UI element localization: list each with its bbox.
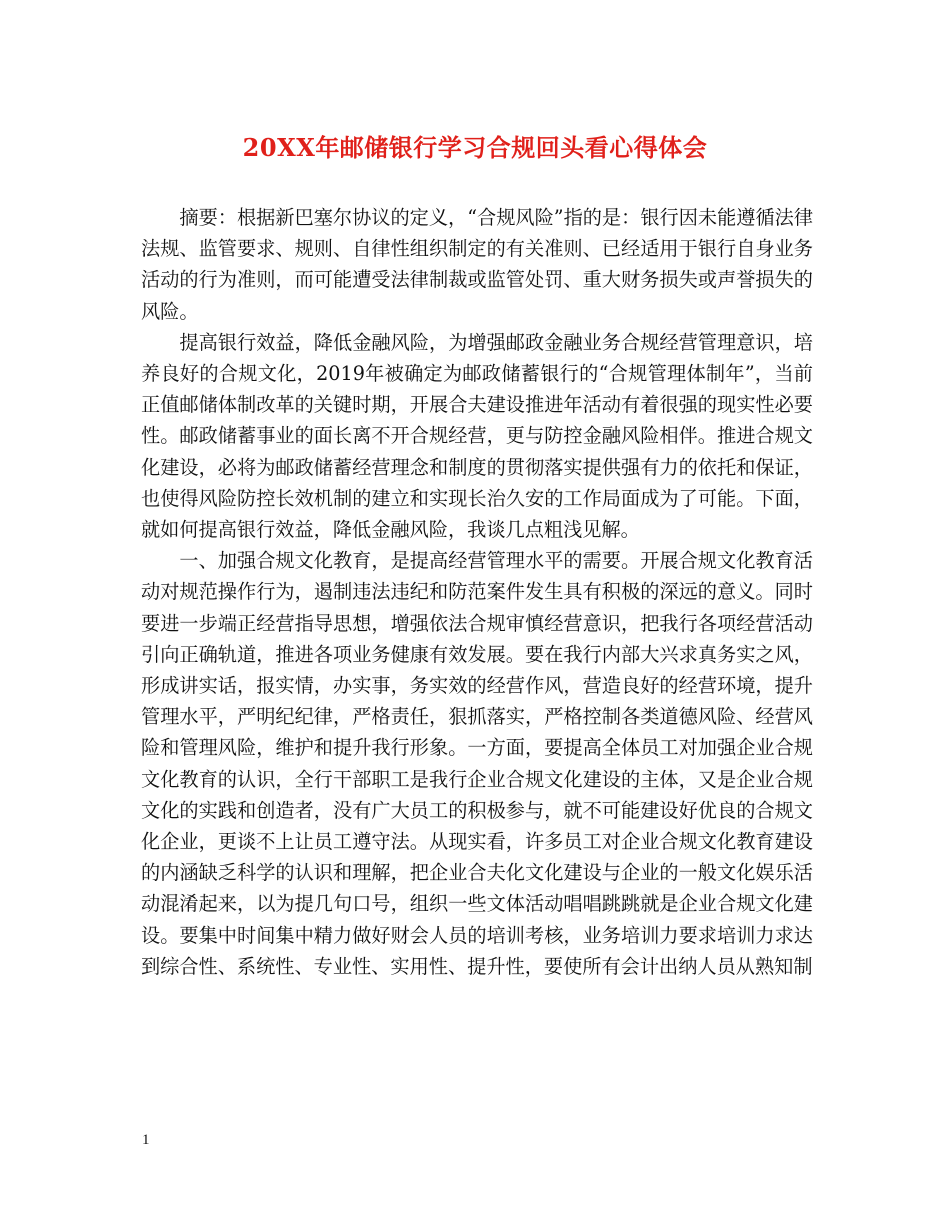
paragraph-introduction: 提高银行效益，降低金融风险，为增强邮政金融业务合规经营管理意识，培养良好的合规文化，2019年被确定为邮政储蓄银行的“合规管理体制年”，当前正值邮储体制改革的关键时期，开展合夫建设推进年活动有着很强的现实性必要性。邮政储蓄事业的面长离不开合规经营，更与防控金融风险相伴。推进合规文化建设，必将为邮政储蓄经营理念和制度的贯彻落实提供强有力的依托和保证，也使得风险防控长效机制的建立和实现长治久安的工作局面成为了可能。下面，就如何提高银行效益，降低金融风险，我谈几点粗浅见解。 [141,330,813,542]
paragraph-section-one: 一、加强合规文化教育，是提高经营管理水平的需要。开展合规文化教育活动对规范操作行为，遏制违法违纪和防范案件发生具有积极的深远的意义。同时要进一步端正经营指导思想，增强依法合规审慎经营意识，把我行各项经营活动引向正确轨道，推进各项业务健康有效发展。要在我行内部大兴求真务实之风，形成讲实话，报实情，办实事，务实效的经营作风，营造良好的经营环境，提升管理水平，严明纪纪律，严格责任，狠抓落实，严格控制各类道德风险、经营风险和管理风险，维护和提升我行形象。一方面，要提高全体员工对加强企业合规文化教育的认识，全行干部职工是我行企业合规文化建设的主体，又是企业合规文化的实践和创造者，没有广大员工的积极参与，就不可能建设好优良的合规文化企业，更谈不上让员工遵守法。从现实看，许多员工对企业合规文化教育建设的内涵缺乏科学的认识和理解，把企业合夫化文化建设与企业的一般文化娱乐活动混淆起来，以为提几句口号，组织一些文体活动唱唱跳跳就是企业合规文化建设。要集中时间集中精力做好财会人员的培训考核，业务培训力要求培训力求达到综合性、系统性、专业性、实用性、提升性，要使所有会计出纳人员从熟知制 [141,549,813,978]
document-body [141,202,813,982]
paragraph-abstract: 摘要：根据新巴塞尔协议的定义，“合规风险”指的是：银行因未能遵循法律法规、监管要求、规则、自律性组织制定的有关准则、已经适用于银行自身业务活动的行为准则，而可能遭受法律制裁或监管处罚、重大财务损失或声誉损失的风险。 [141,206,814,323]
document-title: 20XX年邮储银行学习合规回头看心得体会 [242,133,708,162]
page-number: 1 [142,1132,150,1148]
